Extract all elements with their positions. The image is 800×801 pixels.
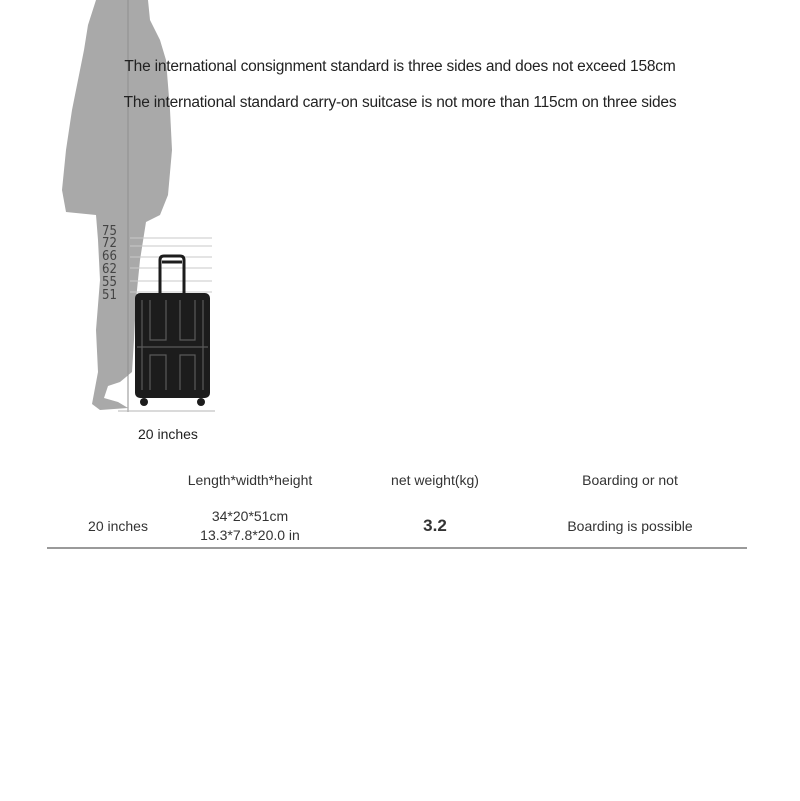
- header-weight: net weight(kg): [391, 472, 479, 488]
- row-boarding: Boarding is possible: [567, 518, 693, 534]
- carry-on-standard-text: The international standard carry-on suitcase is not more than 115cm on three sides: [123, 94, 677, 111]
- table-divider: [47, 547, 747, 549]
- scale-label-72: 72: [102, 236, 117, 251]
- row-weight: 3.2: [423, 516, 447, 535]
- scale-label-66: 66: [102, 249, 117, 264]
- scale-label-62: 62: [102, 262, 117, 277]
- scale-label-75: 75: [102, 224, 117, 239]
- suitcase-size-caption: 20 inches: [138, 426, 198, 442]
- row-size: 20 inches: [88, 518, 148, 534]
- height-guides: [130, 238, 212, 292]
- header-boarding: Boarding or not: [582, 472, 678, 488]
- row-dimensions-cm: 34*20*51cm: [211, 508, 289, 524]
- scale-label-51: 51: [102, 288, 117, 303]
- consignment-standard-text: The international consignment standard is three sides and does not exceed 158cm: [124, 58, 676, 75]
- scale-label-55: 55: [102, 275, 117, 290]
- header-dimensions: Length*width*height: [187, 472, 313, 488]
- suitcase-icon: [135, 256, 210, 406]
- row-dimensions-in: 13.3*7.8*20.0 in: [200, 527, 300, 543]
